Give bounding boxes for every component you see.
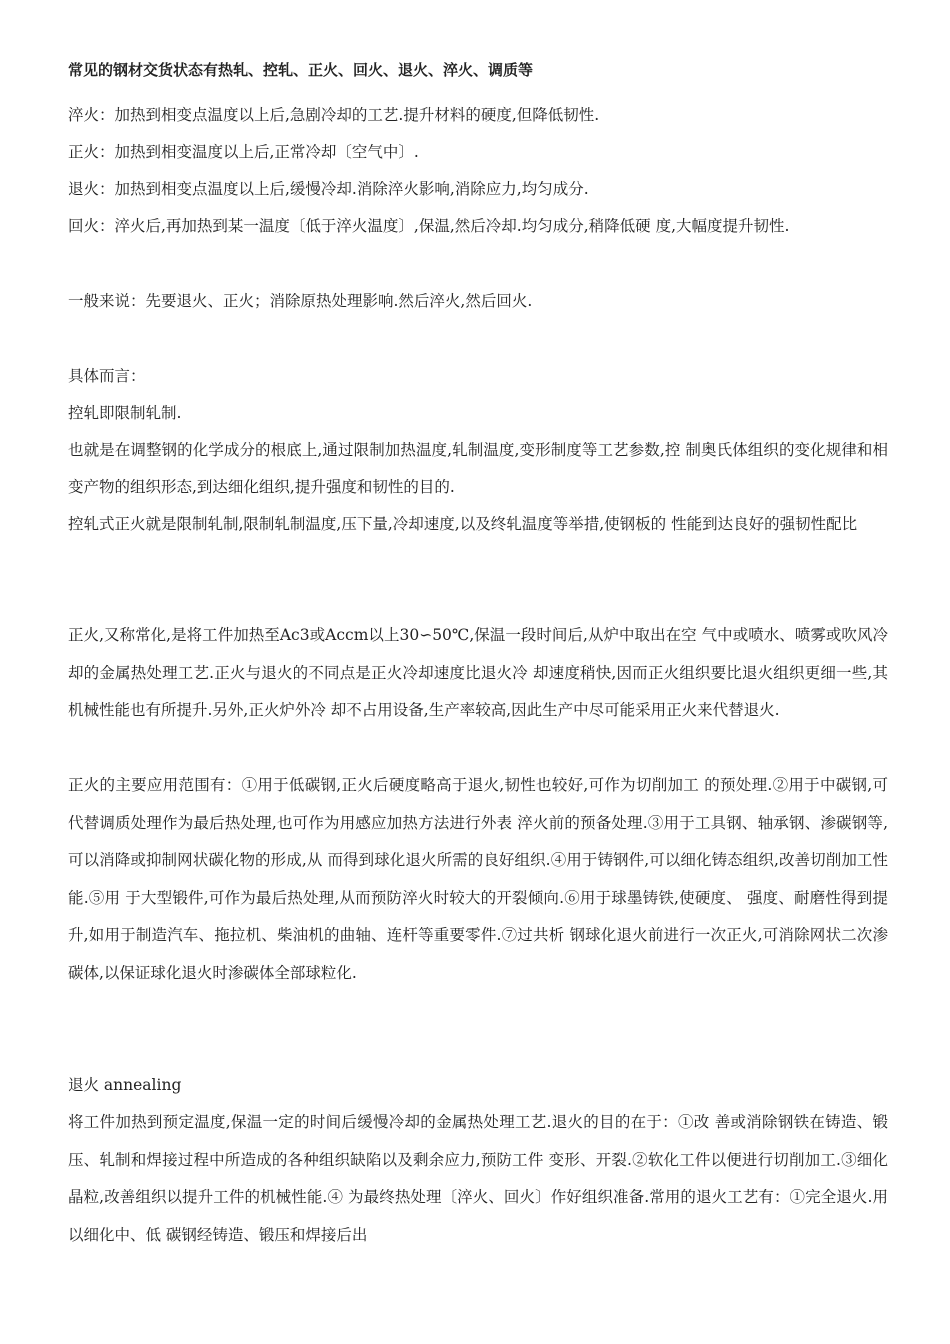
intro-normalizing: 正火：加热到相变温度以上后,正常冷却〔空气中〕. [68,143,419,161]
specific-heading: 具体而言： [68,367,146,385]
normalizing-paragraph: 正火,又称常化,是将工件加热至Ac3或Accm以上30∽50℃,保温一段时间后,从炉中取出在空 气中或喷水、喷雾或吹风冷却的金属热处理工艺.正火与退火的不同点是正火冷却速度比退火冷 却速度稍快,因而正火组织要比退火组织更细一些,其机械性能也有所提升.另外,正火炉外冷 却不占用设备,生产率较高,因此生产中尽可能采用正火来代替退火. [68,626,888,719]
controlled-rolling-line: 控轧即限制轧制. [68,404,182,422]
annealing-paragraph: 将工件加热到预定温度,保温一定的时间后缓慢冷却的金属热处理工艺.退火的目的在于：①改 善或消除钢铁在铸造、锻压、轧制和焊接过程中所造成的各种组织缺陷以及剩余应力,预防工件 变形、开裂.②软化工件以便进行切削加工.③细化晶粒,改善组织以提升工件的机械性能.④ 为最终热处理〔淬火、回火〕作好组织准备.常用的退火工艺有：①完全退火.用以细化中、低 碳钢经铸造、锻压和焊接后出 [68,1113,888,1244]
document-title: 常见的钢材交货状态有热轧、控轧、正火、回火、退火、淬火、调质等 [68,61,534,79]
controlled-rolling-explanation: 也就是在调整钢的化学成分的根底上,通过限制加热温度,轧制温度,变形制度等工艺参数,控 制奥氏体组织的变化规律和相变产物的组织形态,到达细化组织,提升强度和韧性的目的. [68,441,888,496]
intro-quenching: 淬火：加热到相变点温度以上后,急剧冷却的工艺.提升材料的硬度,但降低韧性. [68,106,600,124]
intro-tempering: 回火：淬火后,再加热到某一温度〔低于淬火温度〕,保温,然后冷却.均匀成分,稍降低硬 度,大幅度提升韧性. [68,217,790,235]
normalizing-applications: 正火的主要应用范围有：①用于低碳钢,正火后硬度略高于退火,韧性也较好,可作为切削加工 的预处理.②用于中碳钢,可代替调质处理作为最后热处理,也可作为用感应加热方法进行外表 淬火前的预备处理.③用于工具钢、轴承钢、渗碳钢等,可以消降或抑制网状碳化物的形成,从 而得到球化退火所需的良好组织.④用于铸钢件,可以细化铸态组织,改善切削加工性能.⑤用 于大型锻件,可作为最后热处理,从而预防淬火时较大的开裂倾向.⑥用于球墨铸铁,使硬度、 强度、耐磨性得到提升,如用于制造汽车、拖拉机、柴油机的曲轴、连杆等重要零件.⑦过共析 钢球化退火前进行一次正火,可消除网状二次渗碳体,以保证球化退火时渗碳体全部球粒化. [68,776,888,982]
annealing-heading: 退火 annealing [68,1076,182,1094]
controlled-rolling-normalizing: 控轧式正火就是限制轧制,限制轧制温度,压下量,冷却速度,以及终轧温度等举措,使钢板的 性能到达良好的强韧性配比 [68,515,858,533]
intro-annealing: 退火：加热到相变点温度以上后,缓慢冷却.消除淬火影响,消除应力,均匀成分. [68,180,589,198]
intro-summary: 一般来说：先要退火、正火；消除原热处理影响.然后淬火,然后回火. [68,292,533,310]
